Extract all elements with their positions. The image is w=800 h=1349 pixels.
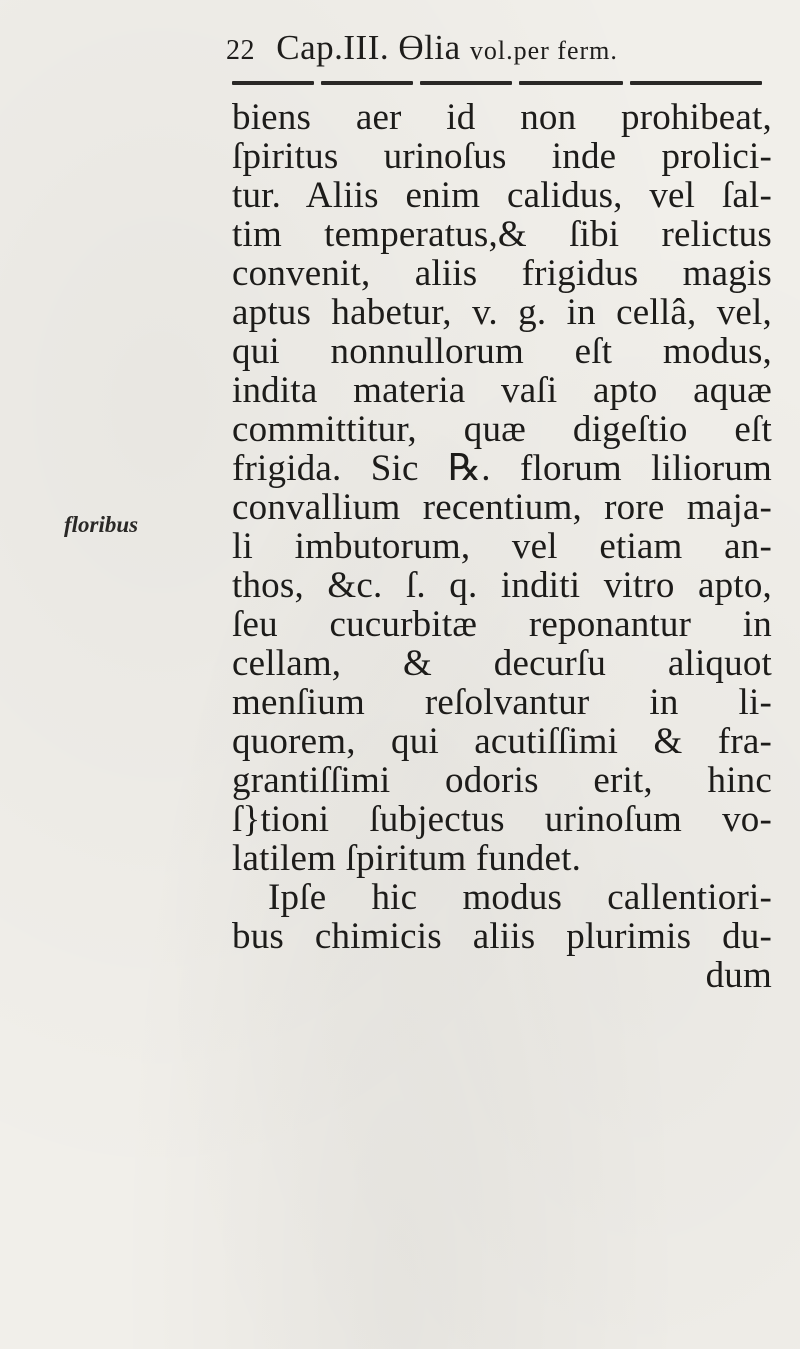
text-line: grantiſſimi odoris erit, hinc xyxy=(232,760,772,801)
marginal-note: floribus xyxy=(64,512,139,537)
text-line: tur. Aliis enim calidus, vel ſal- xyxy=(232,175,772,216)
text-line: quorem, qui acutiſſimi & fra- xyxy=(232,721,772,762)
text-line: ſeu cucurbitæ reponantur in xyxy=(232,604,772,645)
text-line: convenit, aliis frigidus magis xyxy=(232,253,772,294)
text-line: ſpiritus urinoſus inde prolici- xyxy=(232,136,772,177)
chapter-symbol: ϴlia xyxy=(398,28,461,67)
page-number: 22 xyxy=(226,35,255,66)
chapter-subtitle: vol.per ferm. xyxy=(469,36,618,65)
text-line: Ipſe hic modus callentiori- xyxy=(268,877,772,918)
text-line: frigida. Sic ℞. florum liliorum xyxy=(232,448,772,489)
text-line: ſ}tioni ſubjectus urinoſum vo- xyxy=(232,799,772,840)
running-header xyxy=(226,26,766,70)
text-line: biens aer id non prohibeat, xyxy=(232,97,772,138)
text-line: indita materia vaſi apto aquæ xyxy=(232,370,772,411)
text-line: cellam, & decurſu aliquot xyxy=(232,643,772,684)
text-line: convallium recentium, rore maja- xyxy=(232,487,772,528)
header-rule xyxy=(232,80,762,86)
catchword: dum xyxy=(705,955,772,996)
text-line: aptus habetur, v. g. in cellâ, vel, xyxy=(232,292,772,333)
chapter-title: Cap.III. xyxy=(276,28,390,67)
body-text xyxy=(232,98,772,995)
text-line: bus chimicis aliis plurimis du- xyxy=(232,916,772,957)
text-line: menſium reſolvantur in li- xyxy=(232,682,772,723)
text-line: qui nonnullorum eſt modus, xyxy=(232,331,772,372)
text-line: latilem ſpiritum fundet. xyxy=(232,838,582,879)
text-line: committitur, quæ digeſtio eſt xyxy=(232,409,772,450)
text-line: li imbutorum, vel etiam an- xyxy=(232,526,772,567)
text-line: tim temperatus,& ſibi relictus xyxy=(232,214,772,255)
text-line: thos, &c. ſ. q. inditi vitro apto, xyxy=(232,565,772,606)
